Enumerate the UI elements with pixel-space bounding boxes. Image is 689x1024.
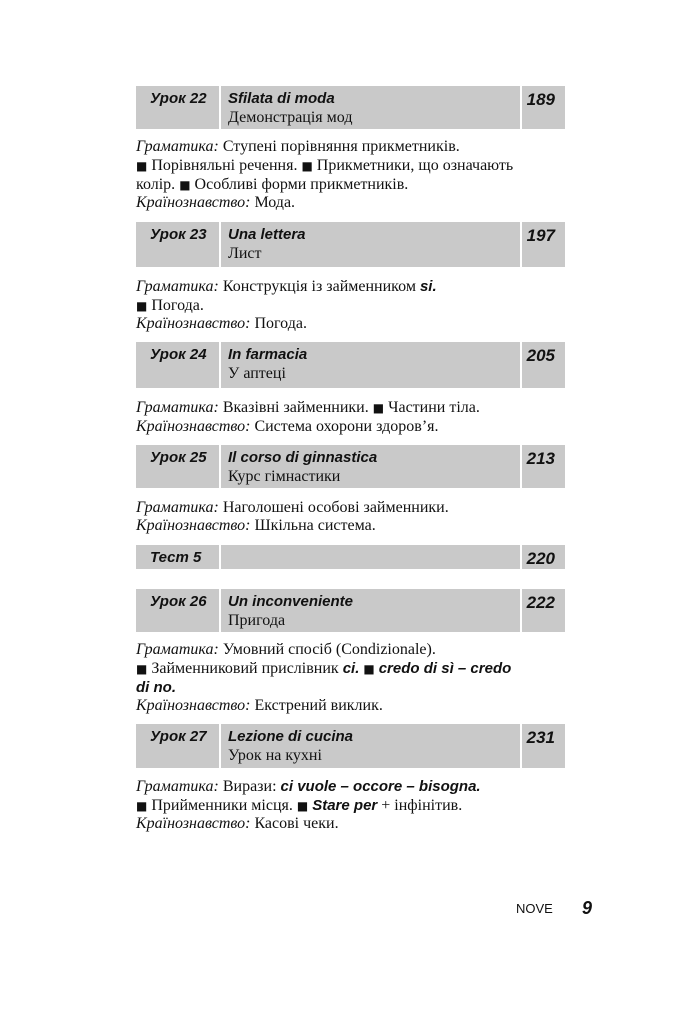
divider — [219, 545, 221, 569]
divider — [219, 86, 221, 129]
test-page-number: 220 — [526, 549, 555, 568]
lesson-header — [136, 222, 565, 267]
lesson-number: Урок 25 — [150, 449, 207, 466]
bullet-icon: ■ — [179, 178, 191, 192]
footer-page-number: 9 — [582, 898, 593, 918]
divider — [520, 589, 522, 632]
bullet-icon: ■ — [136, 662, 148, 676]
lesson-page-number: 231 — [526, 728, 555, 747]
lesson-page-number: 197 — [526, 226, 555, 245]
lesson-title-italian: Sfilata di moda — [228, 90, 335, 107]
lesson-header — [136, 445, 565, 488]
culture-line: Країнознавство: Система охорони здоров’я. — [136, 418, 439, 435]
lesson-number: Урок 22 — [150, 90, 207, 107]
lesson-title-italian: In farmacia — [228, 346, 308, 363]
divider — [520, 222, 522, 267]
divider — [219, 445, 221, 488]
lesson-number: Урок 24 — [150, 346, 207, 363]
grammar-line: ■ Прийменники місця. ■ Stare per + інфінітив. — [136, 797, 463, 814]
divider — [219, 342, 221, 388]
divider — [520, 724, 522, 768]
lesson-header — [136, 86, 565, 129]
grammar-line: Граматика: Умовний спосіб (Condizionale). — [136, 641, 436, 658]
culture-line: Країнознавство: Екстрений виклик. — [136, 697, 383, 714]
lesson-page-number: 222 — [526, 593, 555, 612]
divider — [219, 589, 221, 632]
lesson-title-italian: Un inconveniente — [228, 593, 354, 610]
lesson-title-ukrainian: Демонстрація мод — [228, 109, 353, 126]
lesson-title-italian: Una lettera — [228, 226, 306, 243]
lesson-title-ukrainian: У аптеці — [228, 365, 286, 382]
grammar-line: Граматика: Ступені порівняння прикметників. — [136, 138, 460, 155]
test-header — [136, 545, 565, 569]
bullet-icon: ■ — [363, 662, 375, 676]
grammar-line: di no. — [136, 679, 176, 696]
bullet-icon: ■ — [296, 799, 309, 813]
divider — [520, 445, 522, 488]
lesson-title-ukrainian: Урок на кухні — [228, 747, 322, 764]
bullet-icon: ■ — [301, 159, 313, 173]
divider — [520, 86, 522, 129]
lesson-number: Урок 23 — [150, 226, 207, 243]
culture-line: Країнознавство: Шкільна система. — [136, 517, 376, 534]
lesson-number: Урок 26 — [150, 593, 207, 610]
divider — [520, 545, 522, 569]
lesson-title-ukrainian: Курс гімнастики — [228, 468, 341, 485]
test-label: Тест 5 — [150, 549, 202, 566]
grammar-line: Граматика: Вказівні займенники. ■ Частини тіла. — [136, 399, 480, 416]
grammar-line: Граматика: Конструкція із займенником si. — [136, 278, 437, 295]
grammar-line: Граматика: Наголошені особові займенники. — [136, 499, 449, 516]
divider — [520, 342, 522, 388]
lesson-number: Урок 27 — [150, 728, 207, 745]
grammar-line: ■ Займенниковий прислівник ci. ■ credo di sì – credo — [136, 660, 512, 677]
grammar-line: Граматика: Вирази: ci vuole – occore – bisogna. — [136, 778, 481, 795]
lesson-header — [136, 342, 565, 388]
grammar-line: ■ Порівняльні речення. ■ Прикметники, що означають — [136, 157, 514, 174]
culture-line: Країнознавство: Погода. — [136, 315, 307, 332]
bullet-icon: ■ — [136, 159, 148, 173]
lesson-header — [136, 589, 565, 632]
bullet-icon: ■ — [136, 799, 148, 813]
lesson-title-ukrainian: Пригода — [228, 612, 286, 629]
lesson-page-number: 213 — [526, 449, 555, 468]
lesson-page-number: 205 — [526, 346, 555, 365]
lesson-page-number: 189 — [526, 90, 555, 109]
culture-line: Країнознавство: Касові чеки. — [136, 815, 339, 832]
lesson-title-italian: Il corso di ginnastica — [228, 449, 378, 466]
lesson-header — [136, 724, 565, 768]
bullet-icon: ■ — [372, 401, 385, 415]
footer-book-title: NOVE — [516, 901, 553, 916]
grammar-line: колір. ■ Особливі форми прикметників. — [136, 176, 409, 193]
lesson-title-italian: Lezione di cucina — [228, 728, 354, 745]
divider — [219, 222, 221, 267]
bullet-icon: ■ — [136, 299, 148, 313]
culture-line: Країнознавство: Мода. — [136, 194, 296, 211]
grammar-line: ■ Погода. — [136, 297, 204, 314]
lesson-title-ukrainian: Лист — [228, 245, 262, 262]
divider — [219, 724, 221, 768]
